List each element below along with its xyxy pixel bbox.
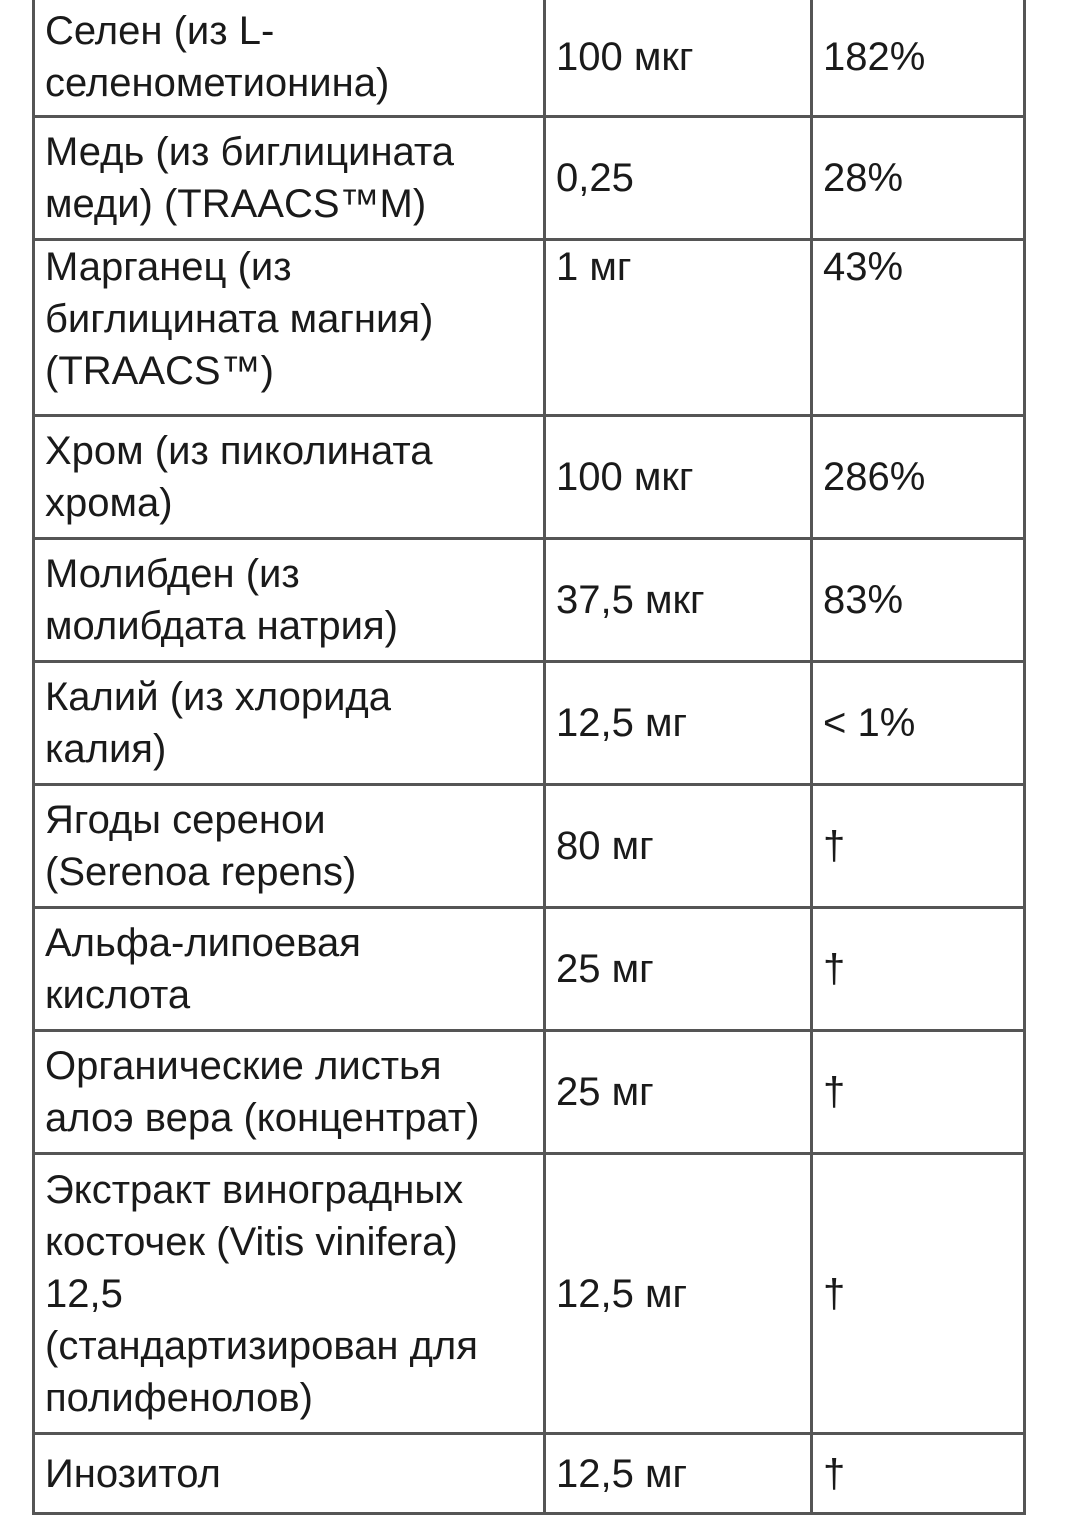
- table-row: [34, 1434, 1025, 1514]
- ingredient-name: Калий (из хлорида калия): [34, 662, 545, 785]
- daily-value: †: [812, 1434, 1025, 1514]
- daily-value: †: [812, 1154, 1025, 1434]
- daily-value: 83%: [812, 539, 1025, 662]
- table-row: [34, 662, 1025, 785]
- ingredient-amount: 12,5 мг: [545, 1154, 812, 1434]
- ingredient-name: Альфа-липоевая кислота: [34, 908, 545, 1031]
- ingredient-amount: 25 мг: [545, 908, 812, 1031]
- daily-value: †: [812, 1031, 1025, 1154]
- ingredient-amount: 1 мг: [545, 240, 812, 416]
- ingredient-amount: 12,5 мг: [545, 1434, 812, 1514]
- ingredient-amount: 12,5 мг: [545, 662, 812, 785]
- ingredient-name: Органические листья алоэ вера (концентрат): [34, 1031, 545, 1154]
- table-row: [34, 416, 1025, 539]
- daily-value: 182%: [812, 0, 1025, 117]
- ingredient-amount: 37,5 мкг: [545, 539, 812, 662]
- daily-value: < 1%: [812, 662, 1025, 785]
- table-row: [34, 117, 1025, 240]
- ingredient-name: Экстракт виноградных косточек (Vitis vinifera) 12,5 (стандартизирован для полифенолов): [34, 1154, 545, 1434]
- ingredient-name: Хром (из пиколината хрома): [34, 416, 545, 539]
- ingredient-name: Инозитол: [34, 1434, 545, 1514]
- table-row: [34, 908, 1025, 1031]
- ingredient-amount: 100 мкг: [545, 0, 812, 117]
- daily-value: †: [812, 908, 1025, 1031]
- table-row: [34, 1031, 1025, 1154]
- ingredient-amount: 0,25: [545, 117, 812, 240]
- ingredient-name: Марганец (из биглицината магния) (TRAACS™): [34, 240, 545, 416]
- daily-value: †: [812, 785, 1025, 908]
- table-row: [34, 785, 1025, 908]
- daily-value: 28%: [812, 117, 1025, 240]
- ingredient-name: Ягоды серенои (Serenoa repens): [34, 785, 545, 908]
- ingredient-name: Медь (из биглицината меди) (TRAACS™M): [34, 117, 545, 240]
- ingredient-name: Молибден (из молибдата натрия): [34, 539, 545, 662]
- daily-value: 43%: [812, 240, 1025, 416]
- table-row: [34, 240, 1025, 416]
- table-row: [34, 0, 1025, 117]
- ingredient-amount: 100 мкг: [545, 416, 812, 539]
- table-row: [34, 1154, 1025, 1434]
- daily-value: 286%: [812, 416, 1025, 539]
- ingredient-name: Селен (из L- селенометионина): [34, 0, 545, 117]
- table-row: [34, 539, 1025, 662]
- nutrition-table: [32, 0, 1026, 1515]
- ingredient-amount: 80 мг: [545, 785, 812, 908]
- ingredient-amount: 25 мг: [545, 1031, 812, 1154]
